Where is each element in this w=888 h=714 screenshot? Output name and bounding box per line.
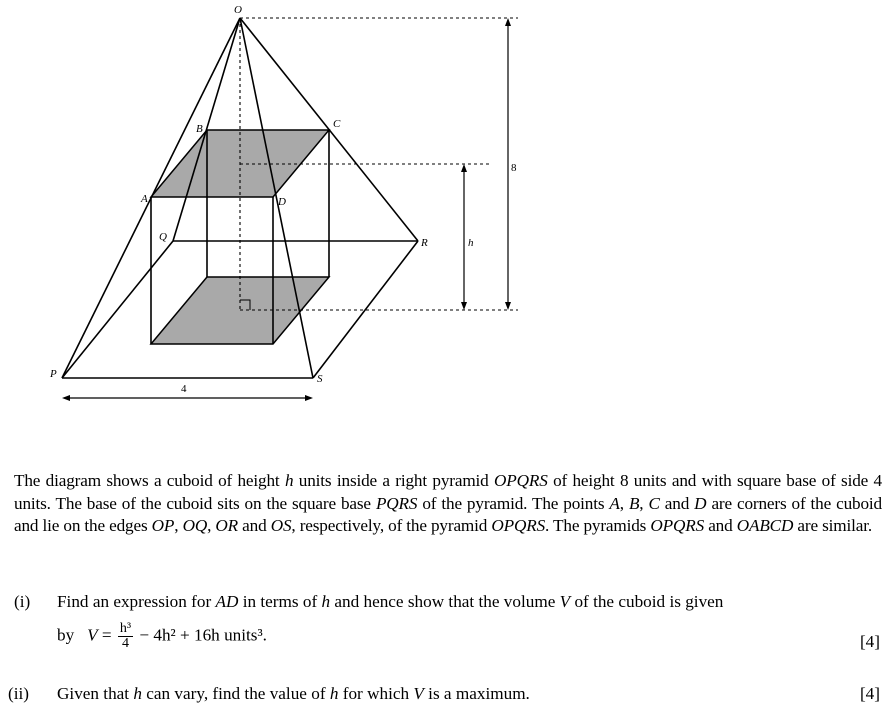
- var-v: V: [413, 684, 424, 703]
- intro-text: of the pyramid. The points: [417, 493, 610, 513]
- var-h: h: [329, 684, 339, 703]
- q1-formula: [57, 622, 267, 651]
- label-R: R: [421, 237, 428, 249]
- q1-text: of the cuboid is given: [570, 592, 724, 611]
- var-v: V: [559, 592, 571, 611]
- q1-text: in terms of: [238, 592, 322, 611]
- name-oabcd: OABCD: [736, 516, 794, 535]
- intro-text: of height 8 units and with square base of side 4 units. The base of the cuboid sits on the square base: [14, 471, 882, 513]
- q2-text: Given that: [57, 684, 134, 703]
- name-opqrs: OPQRS: [491, 516, 546, 535]
- edge-op: OP: [151, 516, 175, 535]
- var-b: B: [628, 493, 640, 513]
- label-P: P: [50, 368, 57, 380]
- label-height-h: h: [468, 237, 474, 249]
- intro-text: . The pyramids: [545, 516, 651, 535]
- var-h: h: [133, 684, 142, 703]
- q2-marks: [4]: [859, 684, 880, 703]
- by-text: by: [57, 625, 75, 645]
- var-ad: AD: [215, 592, 239, 611]
- q1-number: (i): [14, 592, 31, 611]
- q1-marks: [4]: [859, 632, 880, 651]
- var-a: A: [609, 493, 620, 513]
- sep: and: [704, 516, 737, 535]
- equals-sign: =: [97, 625, 116, 645]
- var-h: h: [284, 471, 294, 490]
- label-O: O: [234, 4, 242, 16]
- q1-line1: [57, 592, 883, 612]
- name-opqrs: OPQRS: [494, 471, 548, 490]
- intro-text: units inside a right pyramid: [293, 471, 495, 490]
- sep: ,: [619, 493, 629, 513]
- name-opqrs: OPQRS: [650, 516, 705, 535]
- edge-oq: OQ: [182, 516, 208, 535]
- sep: ,: [207, 516, 216, 535]
- edge-os: OS: [270, 516, 292, 535]
- q2-number: (ii): [8, 684, 29, 703]
- q1-text: Find an expression for: [57, 592, 216, 611]
- label-base-4: 4: [181, 383, 187, 395]
- var-v: V: [87, 625, 98, 645]
- q1-text: and hence show that the volume: [330, 592, 560, 611]
- fraction-numerator: h³: [119, 621, 132, 636]
- var-c: C: [648, 493, 660, 513]
- formula-rest: − 4h² + 16h units³.: [135, 625, 267, 645]
- sep: ,: [174, 516, 183, 535]
- intro-text: are corners of the cuboid and lie on the edges: [14, 493, 882, 535]
- edge-or: OR: [215, 516, 239, 535]
- intro-text: are similar.: [793, 516, 872, 535]
- sep: and: [238, 516, 271, 535]
- label-A: A: [141, 193, 148, 205]
- name-pqrs: PQRS: [375, 493, 418, 513]
- var-h: h: [321, 592, 331, 611]
- fraction: [118, 622, 133, 651]
- q2-line: [57, 684, 530, 704]
- label-Q: Q: [159, 231, 167, 243]
- intro-text: , respectively, of the pyramid: [291, 516, 492, 535]
- intro-text: The diagram shows a cuboid of height: [14, 471, 285, 490]
- var-d: D: [694, 493, 707, 513]
- sep: ,: [639, 493, 649, 513]
- intro-paragraph: [14, 470, 882, 538]
- label-C: C: [333, 118, 341, 130]
- q2-text: can vary, find the value of: [141, 684, 330, 703]
- sep: and: [659, 493, 695, 513]
- q2-text: is a maximum.: [423, 684, 530, 703]
- label-height-8: 8: [511, 162, 517, 174]
- label-D: D: [278, 196, 286, 208]
- fraction-denominator: 4: [121, 636, 129, 651]
- q2-text: for which: [338, 684, 414, 703]
- label-B: B: [196, 123, 203, 135]
- label-S: S: [317, 373, 323, 385]
